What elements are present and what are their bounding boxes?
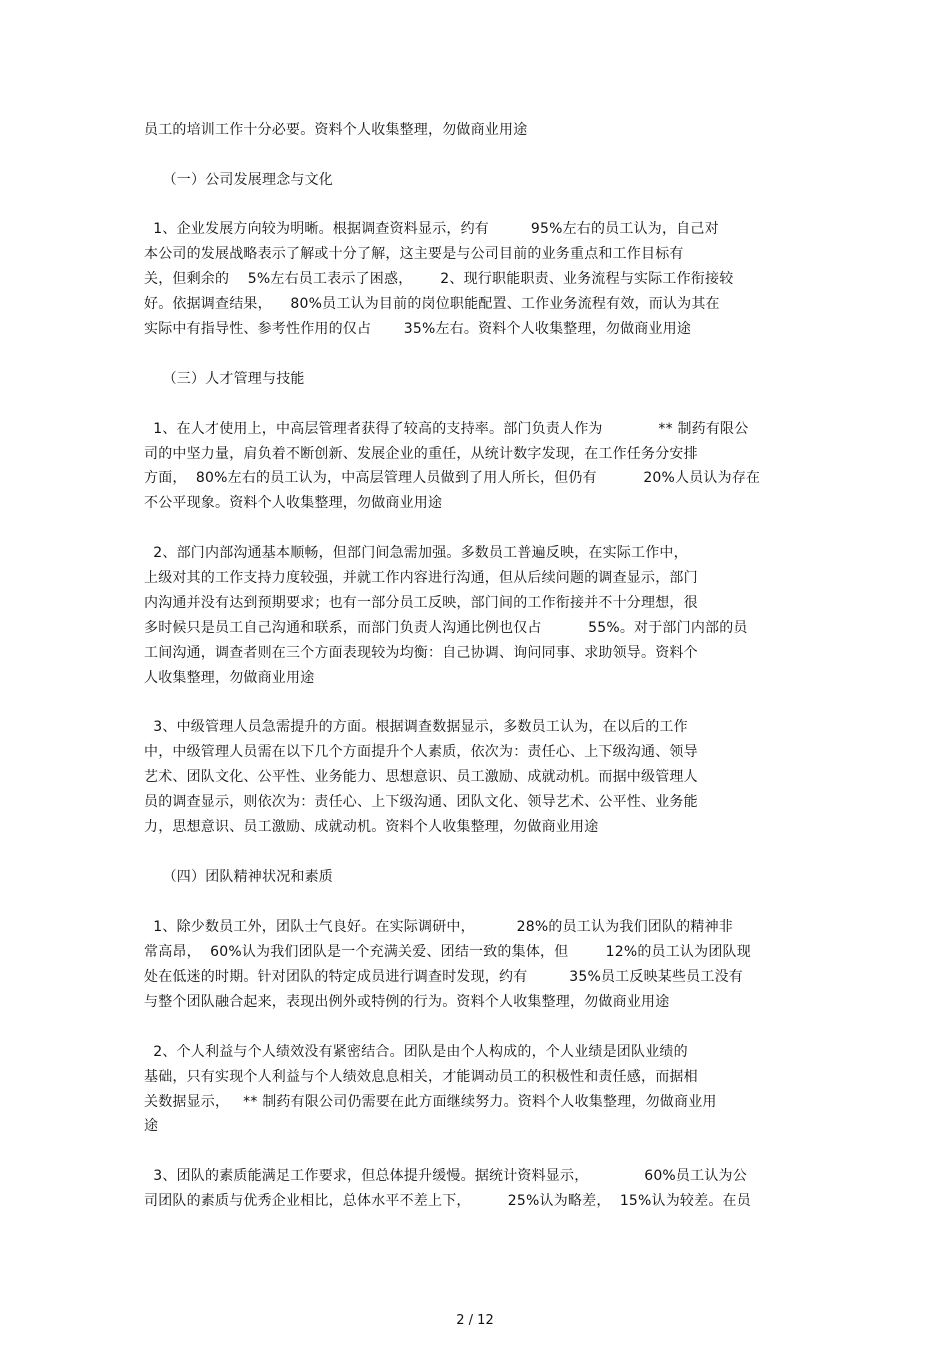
text-line: 常高昂， 60%认为我们团队是一个充满关爱、团结一致的集体，但 12%的员工认为团队现 (144, 944, 751, 960)
page-number: 2 / 12 (456, 1313, 494, 1328)
text-line: 1、在人才使用上，中高层管理者获得了较高的支持率。部门负责人作为 ** 制药有限公 (144, 421, 749, 437)
text-line: 1、除少数员工外，团队士气良好。在实际调研中， 28%的员工认为我们团队的精神非 (144, 919, 733, 935)
text-line: 中，中级管理人员需在以下几个方面提升个人素质，依次为：责任心、上下级沟通、领导 (144, 744, 698, 760)
text-line: 途 (144, 1118, 159, 1134)
text-line: 2、部门内部沟通基本顺畅，但部门间急需加强。多数员工普遍反映，在实际工作中， (144, 545, 688, 561)
text-line: 2、个人利益与个人绩效没有紧密结合。团队是由个人构成的，个人业绩是团队业绩的 (144, 1044, 688, 1060)
text-line: 司团队的素质与优秀企业相比，总体水平不差上下， 25%认为略差， 15%认为较差。在员 (144, 1193, 751, 1209)
section-heading: （一）公司发展理念与文化 (144, 172, 333, 188)
text-line: 内沟通并没有达到预期要求；也有一部分员工反映，部门间的工作衔接并不十分理想，很 (144, 595, 698, 611)
text-line: 1、企业发展方向较为明晰。根据调查资料显示，约有 95%左右的员工认为，自己对 (144, 221, 719, 237)
text-line: 基础，只有实现个人利益与个人绩效息息相关，才能调动员工的积极性和责任感，而据相 (144, 1069, 698, 1085)
text-line: 关，但剩余的 5%左右员工表示了困惑， 2、现行职能职责、业务流程与实际工作衔接较 (144, 271, 734, 287)
text-line: 3、中级管理人员急需提升的方面。根据调查数据显示，多数员工认为，在以后的工作 (144, 719, 688, 735)
text-line: 处在低迷的时期。针对团队的特定成员进行调查时发现，约有 35%员工反映某些员工没有 (144, 969, 743, 985)
text-line: 3、团队的素质能满足工作要求，但总体提升缓慢。据统计资料显示， 60%员工认为公 (144, 1168, 747, 1184)
section-heading: （四）团队精神状况和素质 (144, 869, 333, 885)
text-line: 本公司的发展战略表示了解或十分了解，这主要是与公司目前的业务重点和工作目标有 (144, 246, 684, 262)
text-line: 实际中有指导性、参考性作用的仅占 35%左右。资料个人收集整理，勿做商业用途 (144, 321, 692, 337)
text-line: 员工的培训工作十分必要。资料个人收集整理，勿做商业用途 (144, 122, 528, 138)
text-line: 不公平现象。资料个人收集整理，勿做商业用途 (144, 495, 443, 511)
text-line: 多时候只是员工自己沟通和联系，而部门负责人沟通比例也仅占 55%。对于部门内部的员 (144, 620, 748, 636)
text-line: 关数据显示， ** 制药有限公司仍需要在此方面继续努力。资料个人收集整理，勿做商业用 (144, 1094, 717, 1110)
text-line: 工间沟通，调查者则在三个方面表现较为均衡：自己协调、询问同事、求助领导。资料个 (144, 645, 698, 661)
text-line: 上级对其的工作支持力度较强，并就工作内容进行沟通，但从后续问题的调查显示，部门 (144, 570, 698, 586)
text-line: 方面， 80%左右的员工认为，中高层管理人员做到了用人所长，但仍有 20%人员认为存在 (144, 470, 761, 486)
text-line: 好。依据调查结果， 80%员工认为目前的岗位职能配置、工作业务流程有效，而认为其在 (144, 296, 720, 312)
text-line: 力，思想意识、员工激励、成就动机。资料个人收集整理，勿做商业用途 (144, 819, 599, 835)
text-line: 艺术、团队文化、公平性、业务能力、思想意识、员工激励、成就动机。而据中级管理人 (144, 769, 698, 785)
text-line: 人收集整理，勿做商业用途 (144, 670, 315, 686)
text-line: 与整个团队融合起来，表现出例外或特例的行为。资料个人收集整理，勿做商业用途 (144, 994, 670, 1010)
text-line: 司的中坚力量，肩负着不断创新、发展企业的重任，从统计数字发现，在工作任务分安排 (144, 446, 698, 462)
text-line: 员的调查显示，则依次为：责任心、上下级沟通、团队文化、领导艺术、公平性、业务能 (144, 794, 698, 810)
section-heading: （三）人才管理与技能 (144, 371, 305, 387)
